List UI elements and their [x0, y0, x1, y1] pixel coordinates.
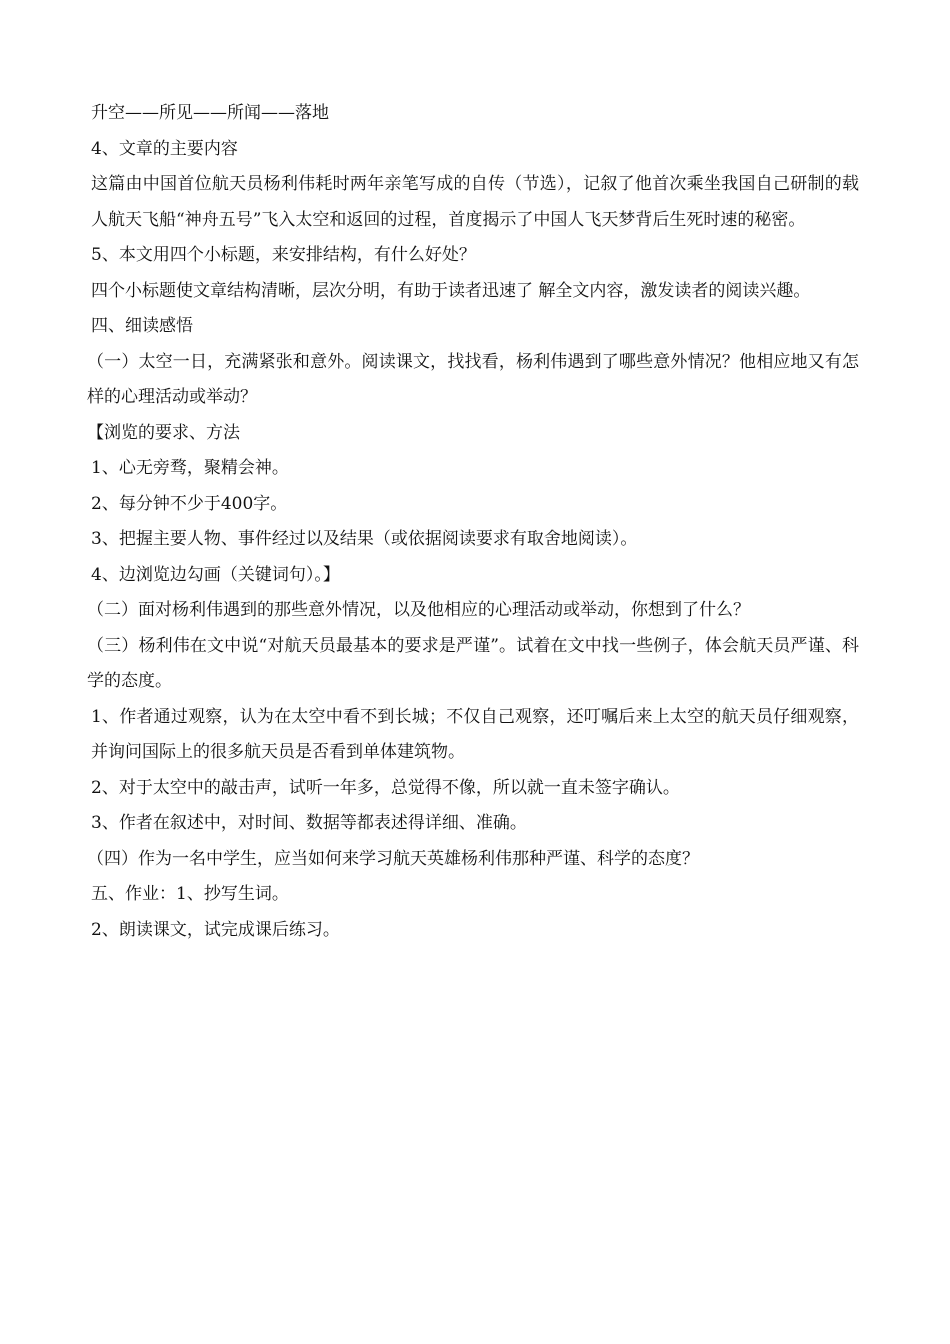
browse-method-heading: 【浏览的要求、方法: [87, 422, 240, 443]
section-heading-close-reading: 四、细读感悟: [91, 316, 193, 336]
question-one: （一）太空一日，充满紧张和意外。阅读课文，找找看，杨利伟遇到了哪些意外情况？他相应地又有怎样的心理活动或举动？: [87, 351, 859, 407]
browse-method-item-1: 1、心无旁骛，聚精会神。: [91, 458, 289, 478]
paragraph-main-content: 这篇由中国首位航天员杨利伟耗时两年亲笔写成的自传（节选），记叙了他首次乘坐我国自己研制的载人航天飞船“神舟五号”飞入太空和返回的过程，首度揭示了中国人飞天梦背后生死时速的秘密。: [91, 174, 859, 230]
structure-summary: 升空——所见——所闻——落地: [91, 103, 329, 123]
homework-item-2: 2、朗读课文，试完成课后练习。: [91, 919, 340, 940]
answer-subtitles: 四个小标题使文章结构清晰，层次分明，有助于读者迅速了 解全文内容，激发读者的阅读兴趣。: [91, 280, 811, 301]
browse-method-item-4: 4、边浏览边勾画（关键词句）。】: [91, 564, 340, 585]
question-subtitles: 5、本文用四个小标题，来安排结构，有什么好处？: [91, 245, 476, 265]
browse-method-item-2: 2、每分钟不少于400字。: [91, 493, 288, 514]
example-item-2: 2、对于太空中的敲击声，试听一年多，总觉得不像，所以就一直未签字确认。: [91, 777, 680, 798]
browse-method-item-3: 3、把握主要人物、事件经过以及结果（或依据阅读要求有取舍地阅读）。: [91, 529, 638, 549]
question-four: （四）作为一名中学生，应当如何来学习航天英雄杨利伟那种严谨、科学的态度？: [87, 848, 699, 869]
example-item-1: 1、作者通过观察，认为在太空中看不到长城；不仅自己观察，还叮嘱后来上太空的航天员仔细观察，并询问国际上的很多航天员是否看到单体建筑物。: [91, 706, 859, 762]
document-page: [87, 96, 859, 948]
homework-heading: 五、作业：1、抄写生词。: [91, 884, 289, 904]
heading-main-content: 4、文章的主要内容: [91, 138, 238, 159]
question-three: （三）杨利伟在文中说“对航天员最基本的要求是严谨”。试着在文中找一些例子，体会航天员严谨、科学的态度。: [87, 635, 859, 691]
example-item-3: 3、作者在叙述中，对时间、数据等都表述得详细、准确。: [91, 813, 527, 833]
question-two: （二）面对杨利伟遇到的那些意外情况，以及他相应的心理活动或举动，你想到了什么？: [87, 600, 750, 620]
